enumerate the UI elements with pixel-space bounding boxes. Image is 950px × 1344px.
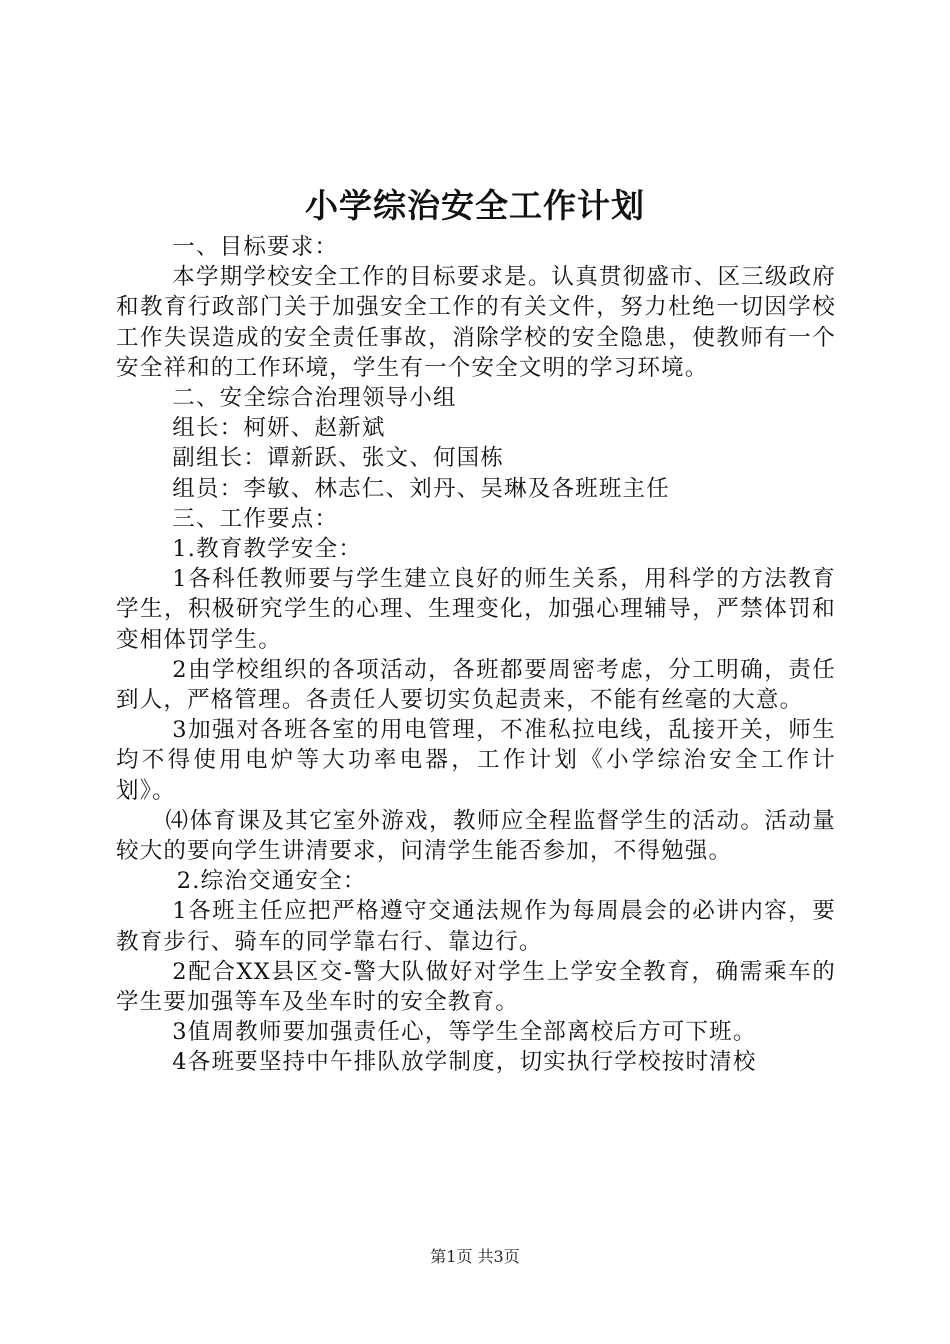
list-item: 2由学校组织的各项活动，各班都要周密考虑，分工明确，责任到人，严格管理。各责任人要切实负起责来，不能有丝毫的大意。 [116, 656, 836, 714]
list-item: 3加强对各班各室的用电管理，不准私拉电线，乱接开关，师生均不得使用电炉等大功率电器，工作计划《小学综治安全工作计划》。 [116, 717, 836, 804]
section-heading-group: 二、安全综合治理领导小组 [172, 385, 457, 412]
document-title: 小学综治安全工作计划 [305, 186, 645, 225]
list-item: 1各科任教师要与学生建立良好的师生关系，用科学的方法教育学生，积极研究学生的心理、生理变化，加强心理辅导，严禁体罚和变相体罚学生。 [116, 566, 836, 653]
subheading-traffic-safety: 2.综治交通安全： [176, 868, 367, 895]
section-heading-goals: 一、目标要求： [172, 234, 339, 260]
list-item: 4各班要坚持中午排队放学制度，切实执行学校按时清校 [172, 1049, 757, 1076]
page-footer: 第1页 共3页 [430, 1247, 520, 1266]
paragraph-goals: 本学期学校安全工作的目标要求是。认真贯彻盛市、区三级政府和教育行政部门关于加强安全工作的有关文件，努力杜绝一切因学校工作失误造成的安全责任事故，消除学校的安全隐患，使教师有一个安全祥和的工作环境，学生有一个安全文明的学习环境。 [116, 264, 836, 381]
section-heading-points: 三、工作要点： [172, 505, 339, 532]
subheading-teaching-safety: 1.教育教学安全： [172, 536, 363, 563]
group-leader: 组长：柯妍、赵新斌 [172, 415, 386, 442]
list-item: 3值周教师要加强责任心，等学生全部离校后方可下班。 [172, 1019, 757, 1046]
group-members: 组员：李敏、林志仁、刘丹、吴琳及各班班主任 [172, 475, 670, 502]
document-body [116, 232, 836, 1078]
list-item: 2配合XX县区交-警大队做好对学生上学安全教育，确需乘车的学生要加强等车及坐车时的安全教育。 [116, 958, 836, 1016]
list-item: 1各班主任应把严格遵守交通法规作为每周晨会的必讲内容，要教育步行、骑车的同学靠右行、靠边行。 [116, 898, 836, 955]
group-deputy: 副组长：谭新跃、张文、何国栋 [172, 445, 505, 472]
list-item: ⑷体育课及其它室外游戏，教师应全程监督学生的活动。活动量较大的要向学生讲清要求，问清学生能否参加，不得勉强。 [116, 807, 836, 865]
